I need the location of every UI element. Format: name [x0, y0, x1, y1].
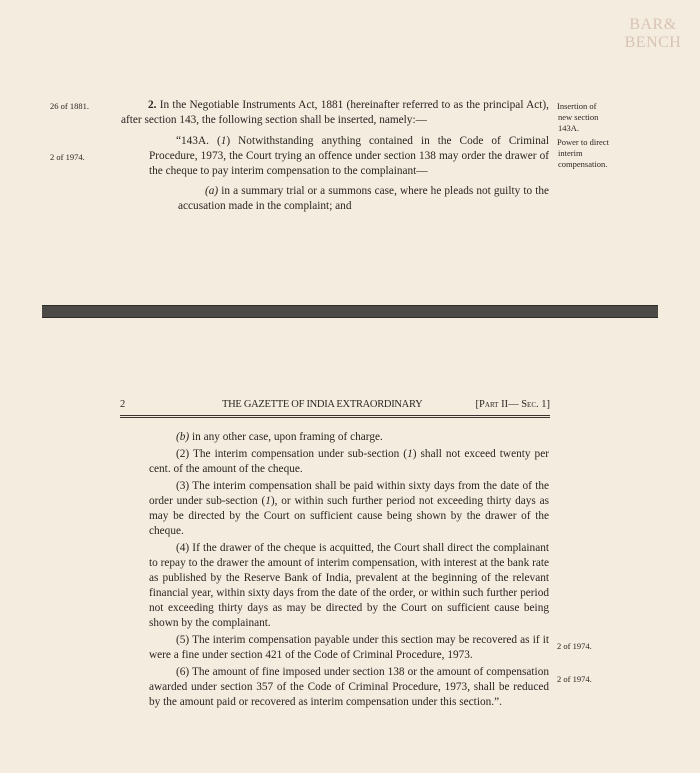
subsection-2-text-end: ) shall not exceed twenty per cent. of the amount of the cheque. [149, 448, 549, 475]
subsection-6: (6) The amount of fine imposed under section 138 or the amount of compensation awarded under section 357 of the Code of Criminal Procedure, 1973, shall be reduced by the amount paid or recovered as interim compensation under this section.”. [149, 666, 549, 708]
gazette-header [120, 398, 550, 414]
margin-note-1974: 2 of 1974. [50, 152, 85, 162]
margin-line: new section [558, 112, 599, 122]
margin-note-power [557, 137, 637, 170]
subsection-2 [149, 447, 549, 477]
margin-line: 143A. [558, 123, 580, 133]
section-2-text: In the Negotiable Instruments Act, 1881 (hereinafter referred to as the principal Act), after section 143, the following section shall be inserted, namely:— [121, 99, 549, 126]
clause-a-label: (a) [205, 185, 219, 197]
subsection-2-text: (2) The interim compensation under sub-section ( [176, 448, 408, 460]
section-143a-text: ) Notwithstanding anything contained in the Code of Criminal Procedure, 1973, the Court trying an offence under section 138 may order the drawer of the cheque to pay interim compensation to the complainant— [149, 135, 549, 177]
subsection-3-text-end: ), or within such further period not exceeding thirty days as may be directed by the Court on sufficient cause being shown by the drawer of the cheque. [149, 495, 549, 537]
margin-line: interim [558, 148, 583, 158]
margin-line: compensation. [558, 159, 608, 169]
subsection-3 [149, 479, 549, 539]
gazette-title: THE GAZETTE OF INDIA EXTRAORDINARY [222, 399, 423, 410]
margin-note-1974-a: 2 of 1974. [557, 641, 592, 651]
subsection-ref: 1 [407, 448, 413, 460]
document-body [149, 430, 549, 710]
clause-b-text: in any other case, upon framing of charge. [189, 431, 383, 443]
margin-line: Insertion of [557, 101, 597, 111]
header-rule [120, 415, 550, 418]
paragraph-143a [149, 134, 549, 179]
section-143a-prefix: “143A. ( [176, 135, 221, 147]
subsection-3-text: (3) The interim compensation shall be paid within sixty days from the date of the order under sub-section ( [149, 480, 549, 507]
subsection-4: (4) If the drawer of the cheque is acquitted, the Court shall direct the complainant to repay to the drawer the amount of interim compensation, with interest at the bank rate as published by the Reserve Bank of India, prevalent at the beginning of the relevant financial year, within sixty days from the date of the order, or within such further period not exceeding thirty days as may be directed by the Court on sufficient cause being shown by the complainant. [149, 542, 549, 629]
margin-note-insertion [557, 101, 627, 134]
page-break-bar [42, 305, 658, 318]
clause-b [149, 430, 549, 445]
margin-line: Power to direct [557, 137, 609, 147]
section-number: 2. [148, 99, 157, 111]
watermark-line-2: BENCH [624, 34, 682, 51]
clause-a [178, 184, 549, 214]
margin-note-1881: 26 of 1881. [50, 101, 89, 111]
clause-b-label: (b) [176, 431, 190, 443]
paragraph-section-2 [121, 98, 549, 128]
watermark-line-1: BAR& [629, 16, 677, 33]
subsection-ref: 1 [220, 135, 227, 147]
subsection-ref: 1 [265, 495, 271, 507]
bar-and-bench-watermark [620, 16, 686, 52]
part-section: [Part II— Sec. 1] [475, 399, 550, 410]
margin-note-1974-b: 2 of 1974. [557, 674, 592, 684]
subsection-5: (5) The interim compensation payable under this section may be recovered as if it were a fine under section 421 of the Code of Criminal Procedure, 1973. [149, 634, 549, 661]
page-number: 2 [120, 399, 126, 410]
clause-a-text: in a summary trial or a summons case, where he pleads not guilty to the accusation made in the complaint; and [178, 185, 549, 212]
